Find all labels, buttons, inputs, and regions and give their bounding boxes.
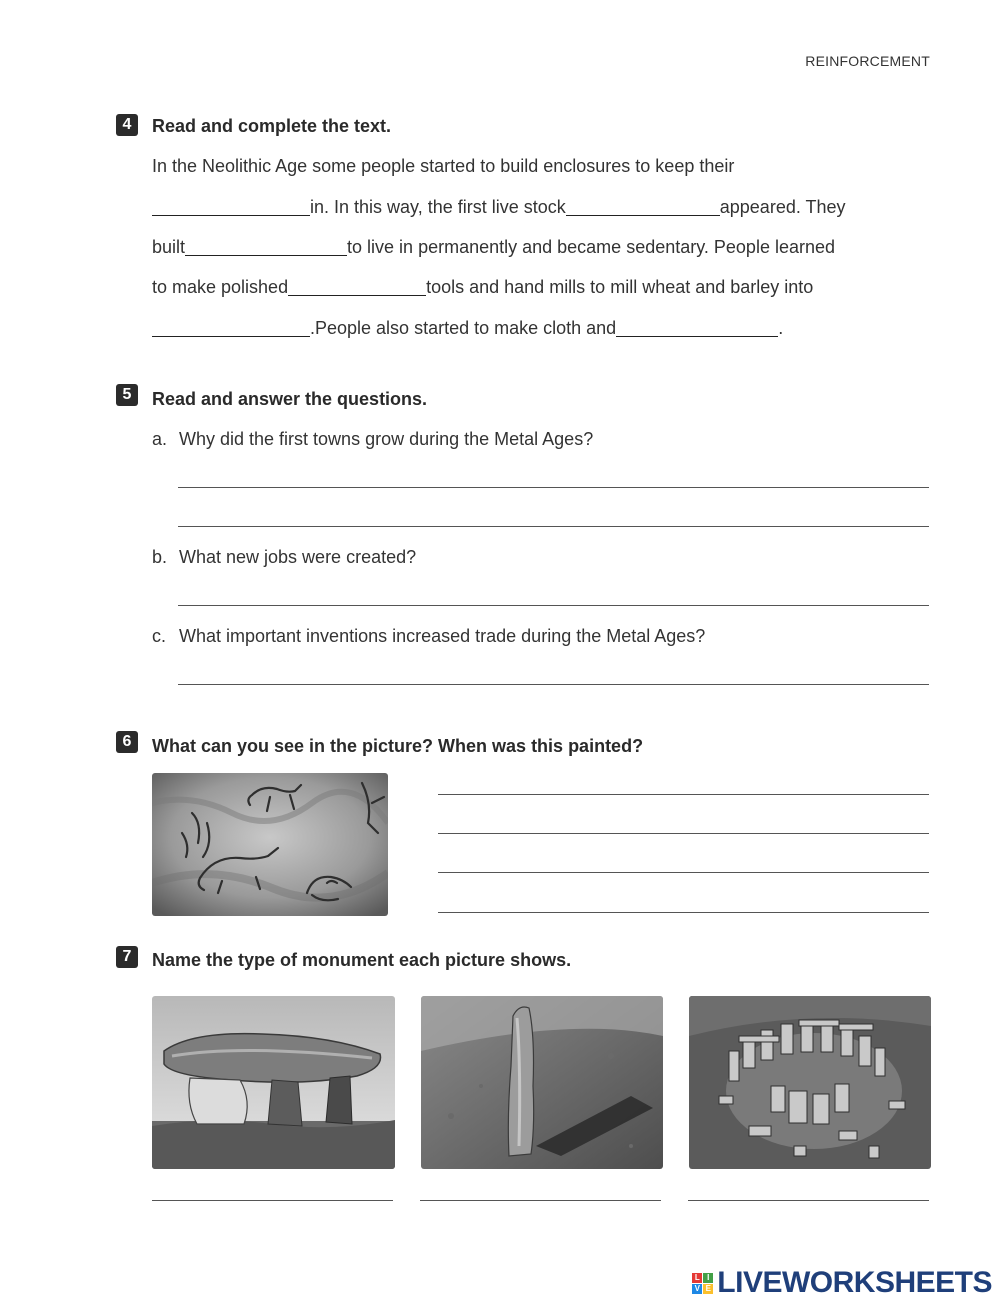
logo-wordmark: LIVEWORKSHEETS [717,1266,992,1299]
question-a-letter: a. [152,429,168,449]
answer-line-6-2[interactable] [438,833,929,834]
exercise-6-instruction: What can you see in the picture? When was this painted? [152,736,644,756]
question-c-text: What important inventions increased trade during the Metal Ages? [179,626,706,646]
logo-letter-l: L [692,1273,702,1283]
answer-line-a-1[interactable] [178,487,929,488]
liveworksheets-logo[interactable] [692,1266,992,1300]
stone-circle-image [689,996,931,1169]
monument-answer-3[interactable] [688,1200,929,1201]
ex4-line-2-text-a: in. In this way, the first live stock [310,197,566,217]
ex4-line-4 [152,277,813,298]
ex4-line-5 [152,318,783,339]
exercise-4-instruction: Read and complete the text. [152,116,392,136]
question-c [152,626,705,647]
blank-1[interactable] [152,197,310,216]
ex4-line-1 [152,156,734,177]
logo-mark-icon [692,1273,713,1294]
answer-line-6-3[interactable] [438,872,929,873]
exercise-7-number: 7 [116,946,138,968]
answer-line-6-1[interactable] [438,794,929,795]
ex4-line-2-text-b: appeared. They [719,197,846,217]
ex4-line-4-text-b: tools and hand mills to mill wheat and barley into [426,277,814,297]
blank-5[interactable] [152,318,310,337]
ex4-line-3 [152,237,835,258]
ex4-line-2 [152,197,846,218]
answer-line-b-1[interactable] [178,605,929,606]
blank-2[interactable] [566,197,720,216]
ex4-line-3-text-b: to live in permanently and became sedentary. People learned [347,237,835,257]
logo-letter-v: V [692,1284,702,1294]
answer-line-c-1[interactable] [178,684,929,685]
question-c-letter: c. [152,626,167,646]
exercise-4-number: 4 [116,114,138,136]
exercise-7-instruction: Name the type of monument each picture shows. [152,950,572,970]
question-a [152,429,593,450]
ex4-line-1-text: In the Neolithic Age some people started to build enclosures to keep their [152,156,735,176]
logo-letter-e: E [703,1284,713,1294]
question-b-text: What new jobs were created? [179,547,417,567]
exercise-6-number: 6 [116,731,138,753]
blank-4[interactable] [288,277,426,296]
question-a-text: Why did the first towns grow during the Metal Ages? [179,429,594,449]
ex4-line-5-text-a: .People also started to make cloth and [310,318,617,338]
exercise-5-number: 5 [116,384,138,406]
menhir-image [421,996,663,1169]
logo-letter-i: I [703,1273,713,1283]
blank-3[interactable] [185,237,347,256]
dolmen-image [152,996,395,1169]
ex4-line-5-text-b: . [778,318,784,338]
header-tag: REINFORCEMENT [805,53,930,69]
answer-line-a-2[interactable] [178,526,929,527]
cave-painting-image [152,773,388,916]
question-b [152,547,416,568]
answer-line-6-4[interactable] [438,912,929,913]
exercise-5-instruction: Read and answer the questions. [152,389,428,409]
question-b-letter: b. [152,547,168,567]
ex4-line-3-text-a: built [152,237,186,257]
ex4-line-4-text-a: to make polished [152,277,289,297]
monument-answer-1[interactable] [152,1200,393,1201]
blank-6[interactable] [616,318,778,337]
monument-answer-2[interactable] [420,1200,661,1201]
